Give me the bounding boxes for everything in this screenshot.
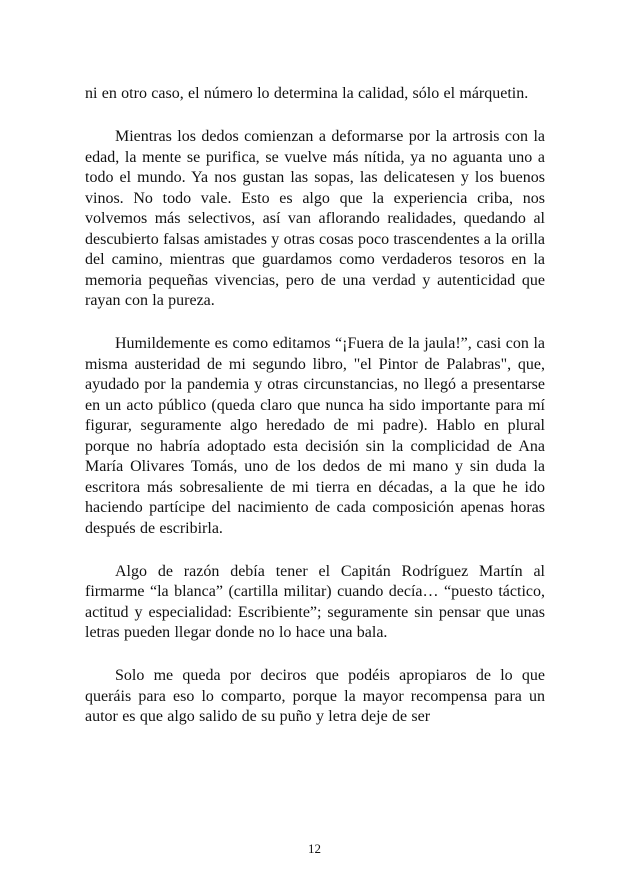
paragraph-continuation: ni en otro caso, el número lo determina la calidad, sólo el márquetin.: [85, 85, 529, 102]
paragraph: Solo me queda por deciros que podéis apropiaros de lo que queráis para eso lo comparto, porque la mayor recompensa para un autor es que algo salido de su puño y letra deje de ser: [85, 667, 545, 725]
page-text-block: [85, 84, 545, 728]
page-number: 12: [308, 841, 321, 856]
paragraph: Mientras los dedos comienzan a deformarse por la artrosis con la edad, la mente se purifica, se vuelve más nítida, ya no aguanta uno a todo el mundo. Ya nos gustan las sopas, las delicatesen y los buenos vinos. No todo vale. Esto es algo que la experiencia criba, nos volvemos más selectivos, así van aflorando realidades, quedando al descubierto falsas amistades y otras cosas poco trascendentes a la orilla del camino, mientras que guardamos como verdaderos tesoros en la memoria pequeñas vivencias, pero de una verdad y autenticidad que rayan con la pureza.: [85, 128, 545, 309]
paragraph: Humildemente es como editamos “¡Fuera de la jaula!”, casi con la misma austeridad de mi segundo libro, "el Pintor de Palabras", que, ayudado por la pandemia y otras circunstancias, no llegó a presentarse en un acto público (queda claro que nunca ha sido importante para mí figurar, seguramente algo heredado de mi padre). Hablo en plural porque no habría adoptado esta decisión sin la complicidad de Ana María Olivares Tomás, uno de los dedos de mi mano y sin duda la escritora más sobresaliente de mi tierra en décadas, a la que he ido haciendo partícipe del nacimiento de cada composición apenas horas después de escribirla.: [85, 335, 545, 537]
paragraph: Algo de razón debía tener el Capitán Rodríguez Martín al firmarme “la blanca” (cartilla militar) cuando decía… “puesto táctico, actitud y especialidad: Escribiente”; seguramente sin pensar que unas letras pueden llegar donde no lo hace una bala.: [85, 562, 545, 641]
